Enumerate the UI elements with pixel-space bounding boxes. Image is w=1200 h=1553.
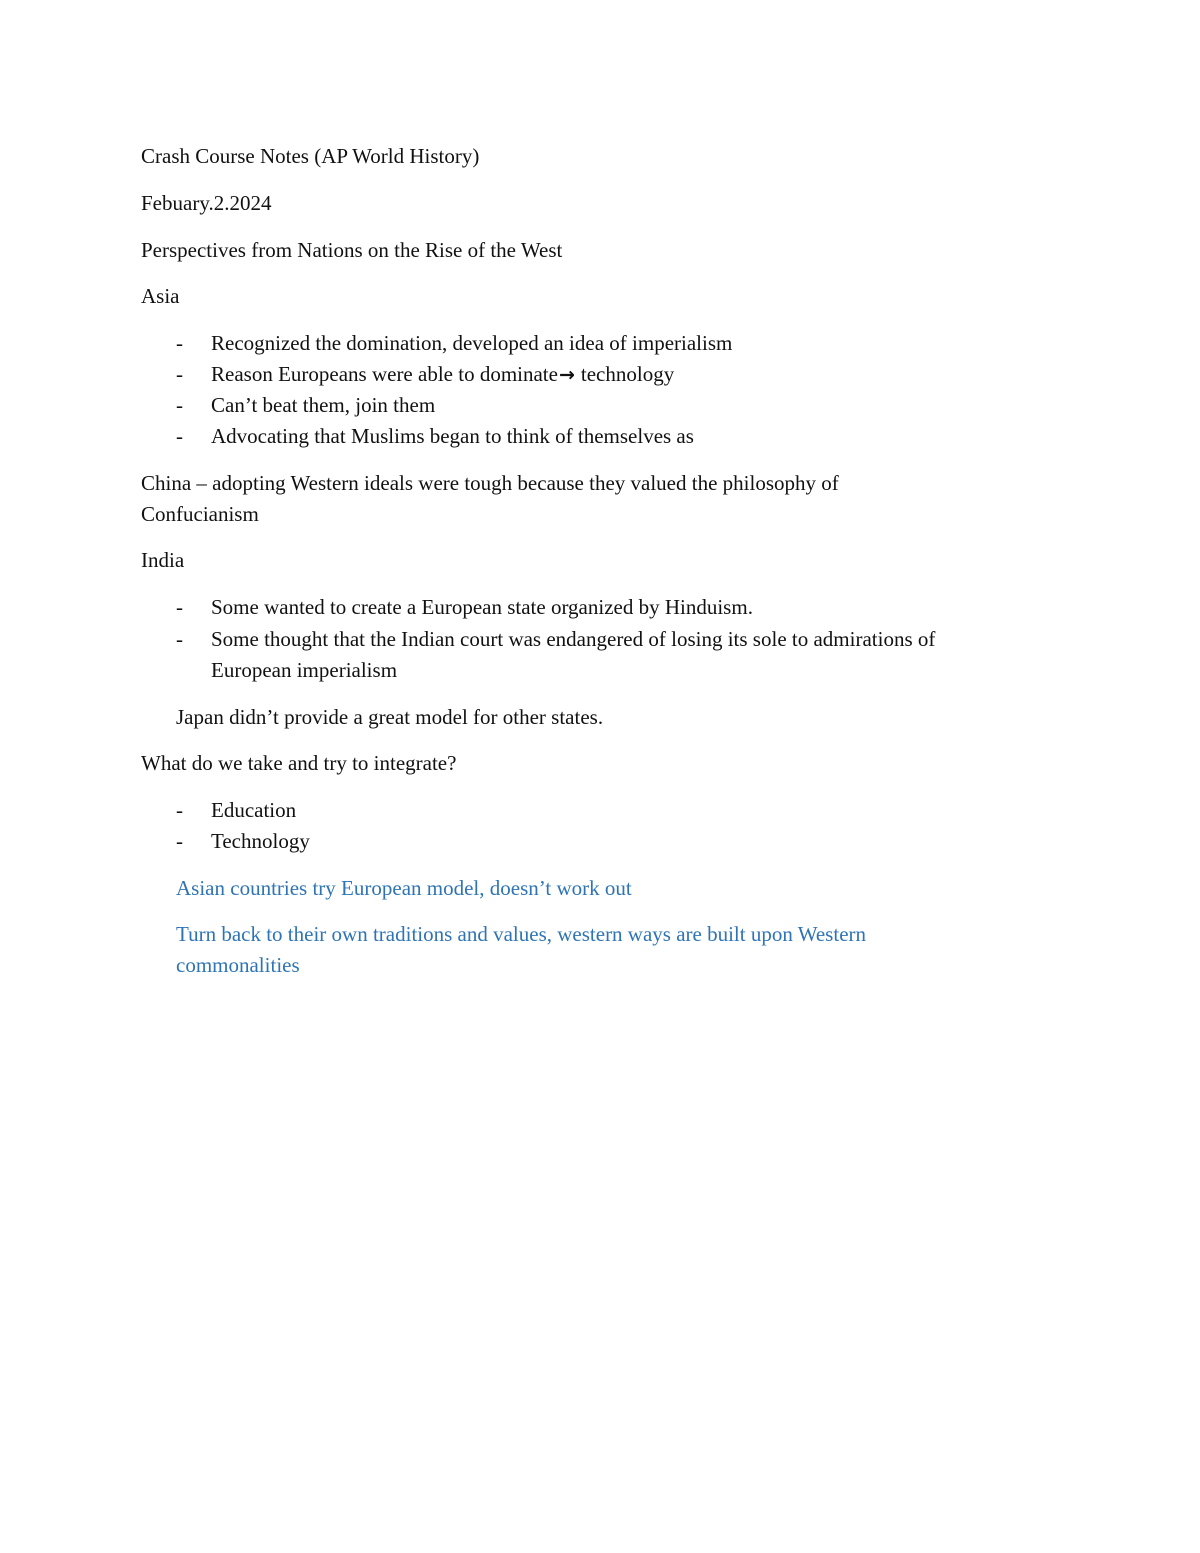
asia-item: Recognized the domination, developed an idea of imperialism bbox=[211, 331, 733, 355]
integrate-question: What do we take and try to integrate? bbox=[141, 751, 457, 775]
document-date: Febuary.2.2024 bbox=[141, 191, 272, 215]
asia-item-text: Reason Europeans were able to dominate bbox=[211, 362, 558, 386]
bullet-marker: - bbox=[176, 829, 183, 853]
bullet-marker: - bbox=[176, 362, 183, 386]
bullet-marker: - bbox=[176, 331, 183, 355]
asia-heading: Asia bbox=[141, 284, 180, 308]
india-item: Some thought that the Indian court was endangered of losing its sole to admirations of bbox=[211, 627, 936, 651]
japan-note: Japan didn’t provide a great model for other states. bbox=[176, 705, 604, 729]
bullet-marker: - bbox=[176, 595, 183, 619]
bullet-marker: - bbox=[176, 424, 183, 448]
integrate-item: Education bbox=[211, 798, 297, 822]
blue-note-continuation: commonalities bbox=[176, 953, 300, 977]
india-item: Some wanted to create a European state organized by Hinduism. bbox=[211, 595, 753, 619]
india-heading: India bbox=[141, 548, 185, 572]
topic-heading: Perspectives from Nations on the Rise of the West bbox=[141, 238, 563, 262]
bullet-marker: - bbox=[176, 627, 183, 651]
china-paragraph-line: Confucianism bbox=[141, 502, 259, 526]
asia-item bbox=[211, 362, 674, 387]
india-item-continuation: European imperialism bbox=[211, 658, 398, 682]
integrate-item: Technology bbox=[211, 829, 310, 853]
bullet-marker: - bbox=[176, 393, 183, 417]
china-paragraph-line: China – adopting Western ideals were tough because they valued the philosophy of bbox=[141, 471, 839, 495]
asia-item: Can’t beat them, join them bbox=[211, 393, 436, 417]
asia-item: Advocating that Muslims began to think of themselves as bbox=[211, 424, 694, 448]
blue-note: Turn back to their own traditions and values, western ways are built upon Western bbox=[176, 922, 867, 946]
right-arrow-icon: → bbox=[558, 364, 575, 386]
document-title: Crash Course Notes (AP World History) bbox=[141, 144, 480, 168]
blue-note: Asian countries try European model, doesn’t work out bbox=[176, 876, 632, 900]
asia-item-text: technology bbox=[580, 362, 675, 386]
bullet-marker: - bbox=[176, 798, 183, 822]
